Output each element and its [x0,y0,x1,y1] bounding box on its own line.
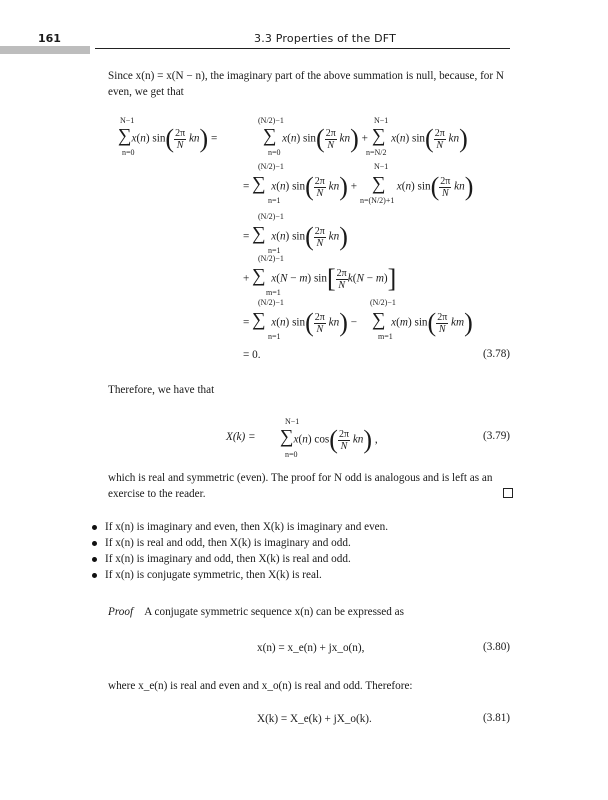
page-number: 161 [38,32,61,45]
eq-sum: ∑x(n) cos( $\frac{2\pi}{N}$ kn) , [280,425,378,454]
eq-row-1-term-2: ∑ x(n) sin( $\frac{2\pi}{N}$ kn) [372,124,468,153]
header-rule [95,48,510,49]
sum-upper: (N/2)−1 [370,298,396,307]
eq-row-3: = ∑ x(n) sin( $\frac{2\pi}{N}$ kn) [243,222,348,251]
eq-row-1-lhs: ∑x(n) sin( $\frac{2\pi}{N}$ kn) = [118,124,218,153]
equation-number: (3.80) [483,641,511,653]
sum-lower: m=1 [378,332,393,341]
sum-upper: (N/2)−1 [258,162,284,171]
equation-3-80: x(n) = x_e(n) + jx_o(n), [257,642,365,654]
sum-upper: N−1 [374,162,389,171]
therefore-text: Therefore, we have that [108,384,215,396]
bullet-item: If x(n) is imaginary and odd, then X(k) is real and odd. [92,552,351,567]
equation-3-81: X(k) = X_e(k) + jX_o(k). [257,713,372,725]
sum-lower: n=0 [122,148,135,157]
eq-row-2: = ∑ x(n) sin( $\frac{2\pi}{N}$ kn) + [243,172,357,201]
running-title: 3.3 Properties of the DFT [254,32,397,45]
eq-row-2-term-2: ∑ x(n) sin( $\frac{2\pi}{N}$ kn) [372,172,474,201]
sum-upper: (N/2)−1 [258,212,284,221]
running-header [0,30,608,50]
sum-lower: n=(N/2)+1 [360,196,395,205]
sum-upper: (N/2)−1 [258,298,284,307]
eq-row-5: = ∑ x(n) sin( $\frac{2\pi}{N}$ kn) − [243,308,357,337]
equation-number: (3.79) [483,430,511,442]
bullet-item: If x(n) is real and odd, then X(k) is imaginary and odd. [92,536,351,551]
sum-upper: (N/2)−1 [258,254,284,263]
eq-row-5-term-2: ∑ x(m) sin( $\frac{2\pi}{N}$ km) [372,308,473,337]
eq-row-1-term-1: ∑ x(n) sin( $\frac{2\pi}{N}$ kn) + [263,124,368,153]
sum-lower: n=1 [268,246,281,255]
sum-lower: n=1 [268,332,281,341]
sum-upper: (N/2)−1 [258,116,284,125]
proof-text: A conjugate symmetric sequence x(n) can be expressed as [144,606,404,618]
equation-number: (3.81) [483,712,511,724]
header-tab-bar [0,46,90,54]
sum-upper: N−1 [374,116,389,125]
sum-lower: n=0 [285,450,298,459]
between-text: where x_e(n) is real and even and x_o(n) is real and odd. Therefore: [108,680,413,692]
eq-row-6-result: = 0. [243,349,261,361]
sum-upper: N−1 [120,116,135,125]
sum-upper: N−1 [285,417,300,426]
intro-paragraph: Since x(n) = x(N − n), the imaginary part of the above summation is null, because, for N even, we get that [108,70,504,98]
eq-row-4: + ∑ x(N − m) sin[ $\frac{2\pi}{N}$ k(N − m)] [243,264,397,293]
equation-number: (3.78) [483,348,511,360]
proof-label: Proof [108,606,134,618]
eq-lhs: X(k) = [226,431,256,443]
sum-lower: n=N/2 [366,148,387,157]
bullet-item: If x(n) is conjugate symmetric, then X(k) is real. [92,568,322,583]
bullet-item: If x(n) is imaginary and even, then X(k) is imaginary and even. [92,520,388,535]
proof-paragraph [108,604,513,620]
sum-lower: m=1 [266,288,281,297]
qed-box [503,488,513,498]
sum-lower: n=0 [268,148,281,157]
sum-lower: n=1 [268,196,281,205]
after-379-text: which is real and symmetric (even). The proof for N odd is analogous and is left as an exercise to the reader. [108,472,493,500]
